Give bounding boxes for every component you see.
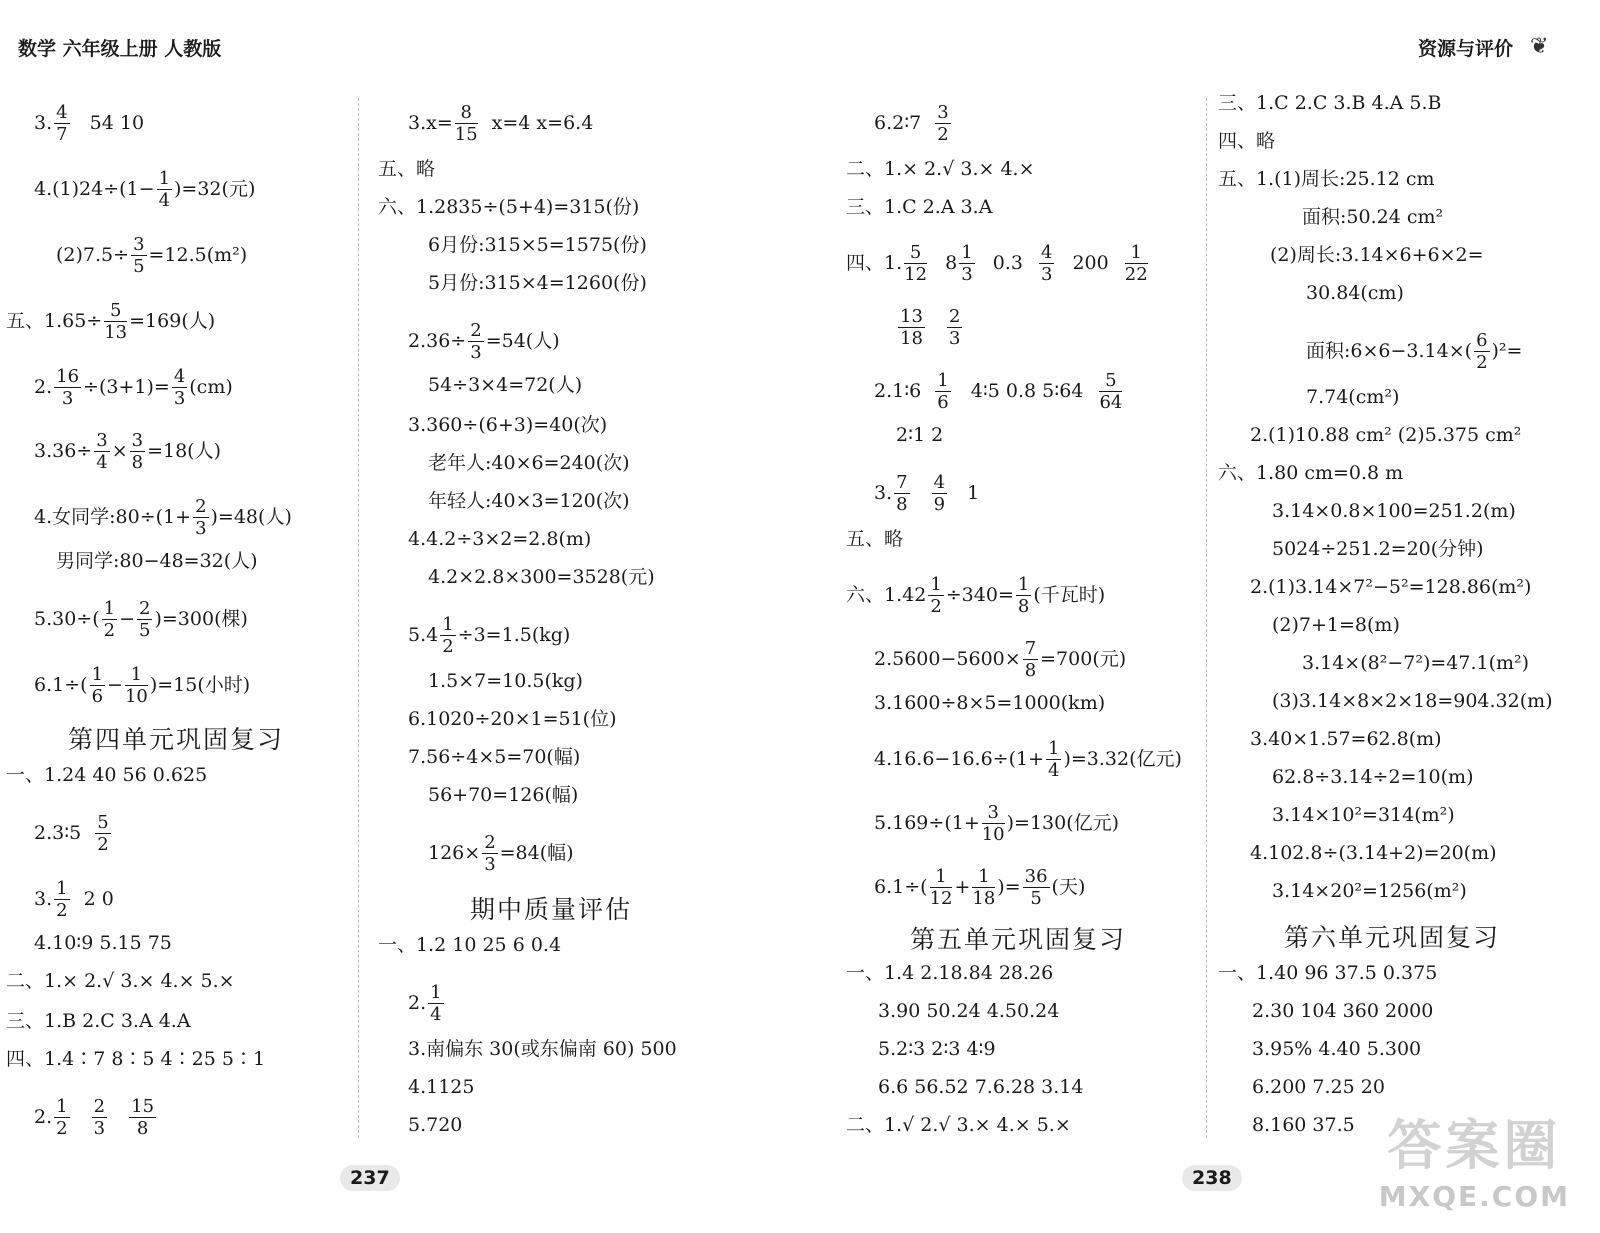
answer-line: 3.90 50.24 4.50.24 <box>878 1000 1060 1022</box>
answer-line: 二、1.× 2.√ 3.× 4.× 5.× <box>6 970 235 992</box>
answer-line: 3. $\frac{4}{7}$ 54 10 <box>34 102 145 145</box>
answer-line: 2. $\frac{1}{4}$ <box>408 982 442 1025</box>
header-right: 资源与评价 <box>1418 38 1514 60</box>
answer-line: 六、1.80 cm=0.8 m <box>1218 462 1404 484</box>
answer-line: 一、1.2 10 25 6 0.4 <box>378 934 562 956</box>
answer-line: 6.1÷( $\frac{1}{12}$ + $\frac{1}{18}$ )= $\frac{36}{5}$ (天) <box>874 866 1086 909</box>
answer-line: 3.x= $\frac{8}{15}$ x=4 x=6.4 <box>408 102 594 145</box>
answer-line: 126× $\frac{2}{3}$ =84(幅) <box>428 832 574 875</box>
answer-line: 62.8÷3.14÷2=10(m) <box>1272 766 1474 788</box>
answer-line: 2.(1)3.14×7²−5²=128.86(m²) <box>1250 576 1532 598</box>
page-number: 238 <box>1182 1165 1242 1191</box>
answer-line: 54÷3×4=72(人) <box>428 374 583 396</box>
watermark-url: MXQE.COM <box>1378 1180 1570 1213</box>
answer-line: 3.14×(8²−7²)=47.1(m²) <box>1302 652 1530 674</box>
answer-line: 7.74(cm²) <box>1306 386 1400 408</box>
answer-line: 四、1.4∶7 8∶5 4∶25 5∶1 <box>6 1048 266 1070</box>
answer-line: 面积:6×6−3.14×( $\frac{6}{2}$ )²= <box>1306 330 1523 373</box>
answer-line: 男同学:80−48=32(人) <box>56 550 258 572</box>
answer-line: 年轻人:40×3=120(次) <box>428 490 630 512</box>
answer-line: (2)7.5÷ $\frac{3}{5}$ =12.5(m²) <box>56 234 248 277</box>
watermark-logo: 答案圈 <box>1387 1114 1562 1177</box>
answer-line: 3.南偏东 30(或东偏南 60) 500 <box>408 1038 677 1060</box>
answer-line: 2∶1 2 <box>896 424 944 446</box>
answer-line: 二、1.√ 2.√ 3.× 4.× 5.× <box>846 1114 1071 1136</box>
column-divider <box>1206 98 1207 1138</box>
section-title: 第五单元巩固复习 <box>910 925 1127 954</box>
answer-line: 2.30 104 360 2000 <box>1252 1000 1434 1022</box>
answer-line: (2)周长:3.14×6+6×2= <box>1270 244 1484 266</box>
answer-line: 4.(1)24÷(1− $\frac{1}{4}$ )=32(元) <box>34 168 256 211</box>
answer-line: (2)7+1=8(m) <box>1272 614 1400 636</box>
answer-line: 二、1.× 2.√ 3.× 4.× <box>846 158 1035 180</box>
answer-line: 5024÷251.2=20(分钟) <box>1272 538 1484 560</box>
answer-line: 2.(1)10.88 cm² (2)5.375 cm² <box>1250 424 1522 446</box>
section-title: 期中质量评估 <box>470 895 633 924</box>
answer-line: 4.16.6−16.6÷(1+ $\frac{1}{4}$ )=3.32(亿元) <box>874 738 1182 781</box>
answer-line: 4.2×2.8×300=3528(元) <box>428 566 655 588</box>
answer-line: 6.1÷( $\frac{1}{6}$ − $\frac{1}{10}$ )=15(小时) <box>34 664 251 707</box>
answer-line: 4.4.2÷3×2=2.8(m) <box>408 528 592 550</box>
answer-line: 3.36÷ $\frac{3}{4}$ × $\frac{3}{8}$ =18(人) <box>34 430 221 473</box>
section-title: 第六单元巩固复习 <box>1284 923 1501 952</box>
answer-line: 一、1.24 40 56 0.625 <box>6 764 208 786</box>
answer-line: 2.5600−5600× $\frac{7}{8}$ =700(元) <box>874 638 1127 681</box>
answer-line: 3.1600÷8×5=1000(km) <box>874 692 1106 714</box>
answer-line: 5.720 <box>408 1114 463 1136</box>
answer-line: 7.56÷4×5=70(幅) <box>408 746 581 768</box>
answer-line: 面积:50.24 cm² <box>1302 206 1444 228</box>
answer-line: 4.女同学:80÷(1+ $\frac{2}{3}$ )=48(人) <box>34 496 292 539</box>
answer-line: 6.2∶7 $\frac{3}{2}$ <box>874 102 949 145</box>
answer-line: 56+70=126(幅) <box>428 784 579 806</box>
answer-line: 五、1.65÷ $\frac{5}{13}$ =169(人) <box>6 300 216 343</box>
answer-line: 5.169÷(1+ $\frac{3}{10}$ )=130(亿元) <box>874 802 1120 845</box>
answer-line: 6.1020÷20×1=51(位) <box>408 708 617 730</box>
answer-line: 6.200 7.25 20 <box>1252 1076 1385 1098</box>
answer-line: 5.2∶3 2∶3 4∶9 <box>878 1038 996 1060</box>
answer-line: 3.40×1.57=62.8(m) <box>1250 728 1442 750</box>
answer-line: 6.6 56.52 7.6.28 3.14 <box>878 1076 1084 1098</box>
answer-line: (3)3.14×8×2×18=904.32(m) <box>1272 690 1553 712</box>
answer-line: 3.360÷(6+3)=40(次) <box>408 414 608 436</box>
answer-line: 3.95% 4.40 5.300 <box>1252 1038 1422 1060</box>
header-left: 数学 六年级上册 人教版 <box>18 38 222 60</box>
answer-line: 3. $\frac{7}{8}$ $\frac{4}{9}$ 1 <box>874 472 980 515</box>
answer-line: 六、1.42 $\frac{1}{2}$ ÷340= $\frac{1}{8}$ (千瓦时) <box>846 574 1106 617</box>
answer-line: 四、略 <box>1218 130 1276 152</box>
answer-line: 3.14×0.8×100=251.2(m) <box>1272 500 1516 522</box>
answer-line: 30.84(cm) <box>1306 282 1404 304</box>
answer-line: 六、1.2835÷(5+4)=315(份) <box>378 196 640 218</box>
leaf-icon: ❦ <box>1530 34 1549 59</box>
answer-line: 3.14×20²=1256(m²) <box>1272 880 1467 902</box>
answer-line: 3. $\frac{1}{2}$ 2 0 <box>34 878 114 921</box>
answer-line: 三、1.B 2.C 3.A 4.A <box>6 1010 191 1032</box>
answer-line: 1.5×7=10.5(kg) <box>428 670 583 692</box>
answer-line: 5.4 $\frac{1}{2}$ ÷3=1.5(kg) <box>408 614 571 657</box>
answer-line: 三、1.C 2.A 3.A <box>846 196 993 218</box>
answer-line: $\frac{13}{18}$ $\frac{2}{3}$ <box>900 306 961 349</box>
section-title: 第四单元巩固复习 <box>68 725 285 754</box>
answer-line: 5.30÷( $\frac{1}{2}$ − $\frac{2}{5}$ )=300(棵) <box>34 598 248 641</box>
answer-line: 2.3∶5 $\frac{5}{2}$ <box>34 812 109 855</box>
column-divider <box>358 98 359 1138</box>
answer-line: 2. $\frac{16}{3}$ ÷(3+1)= $\frac{4}{3}$ (cm) <box>34 366 233 409</box>
answer-line: 4.1125 <box>408 1076 475 1098</box>
answer-line: 2.36÷ $\frac{2}{3}$ =54(人) <box>408 320 560 363</box>
answer-line: 4.102.8÷(3.14+2)=20(m) <box>1250 842 1497 864</box>
answer-line: 五、1.(1)周长:25.12 cm <box>1218 168 1435 190</box>
answer-line: 五、略 <box>378 158 436 180</box>
answer-line: 6月份:315×5=1575(份) <box>428 234 647 256</box>
answer-line: 3.14×10²=314(m²) <box>1272 804 1455 826</box>
answer-line: 2.1∶6 $\frac{1}{6}$ 4∶5 0.8 5∶64 $\frac{5}{64}$ <box>874 370 1123 413</box>
answer-line: 老年人:40×6=240(次) <box>428 452 630 474</box>
answer-line: 8.160 37.5 <box>1252 1114 1355 1136</box>
watermark <box>1379 1103 1570 1213</box>
page-number: 237 <box>340 1165 400 1191</box>
answer-line: 2. $\frac{1}{2}$ $\frac{2}{3}$ $\frac{15}{8}$ <box>34 1096 155 1139</box>
answer-line: 四、1. $\frac{5}{12}$ 8 $\frac{1}{3}$ 0.3 $\frac{4}{3}$ 200 $\frac{1}{22}$ <box>846 242 1148 285</box>
answer-line: 5月份:315×4=1260(份) <box>428 272 647 294</box>
answer-line: 4.10∶9 5.15 75 <box>34 932 172 954</box>
answer-line: 一、1.40 96 37.5 0.375 <box>1218 962 1438 984</box>
answer-line: 一、1.4 2.18.84 28.26 <box>846 962 1054 984</box>
answer-line: 三、1.C 2.C 3.B 4.A 5.B <box>1218 92 1442 114</box>
answer-line: 五、略 <box>846 528 904 550</box>
